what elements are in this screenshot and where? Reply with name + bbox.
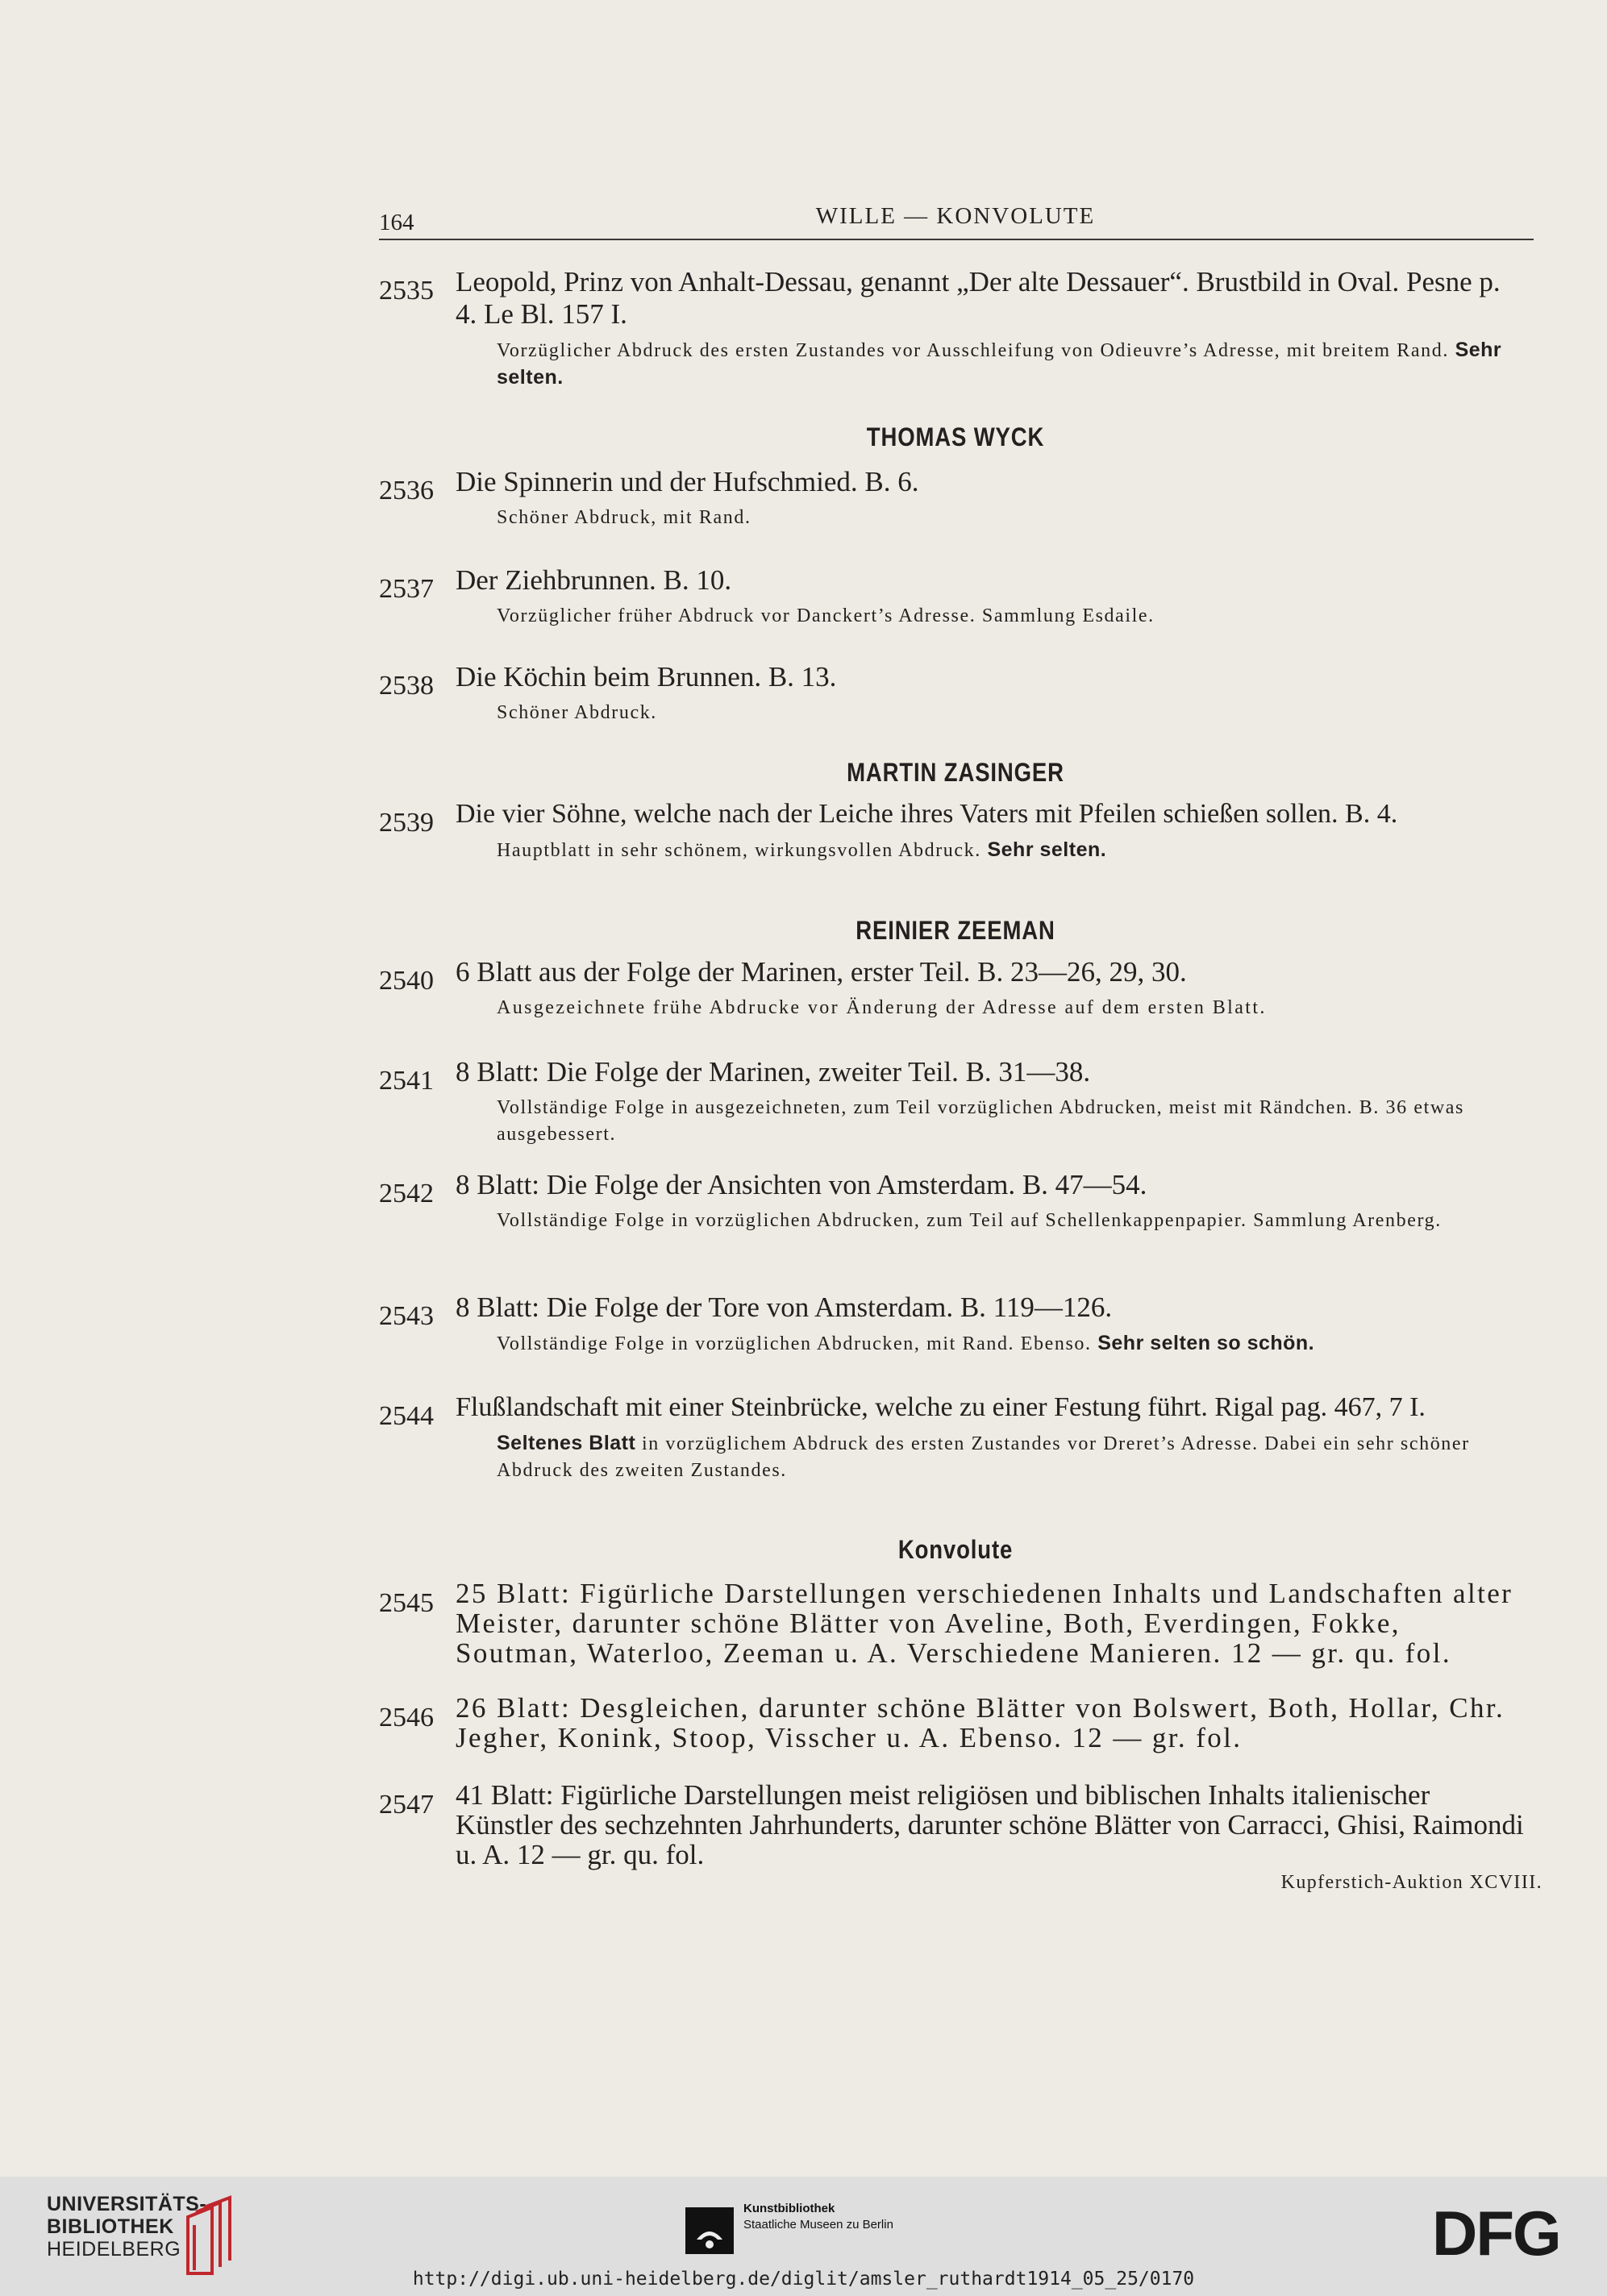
dfg-logo[interactable] bbox=[1432, 2205, 1585, 2261]
entry-number: 2547 bbox=[379, 1790, 434, 1820]
entry-title: 8 Blatt: Die Folge der Marinen, zweiter Teil. B. 31—38. bbox=[456, 1056, 1091, 1088]
section-heading-reinier-zeeman: REINIER ZEEMAN bbox=[856, 916, 1055, 945]
entry-title: 25 Blatt: Figürliche Darstellungen verschiedenen Inhalts und Landschaften alter Meister, darunter schöne Blätter von Aveline, Both, Everdingen, Fokke, Soutman, Waterloo, Zeeman u. A. Verschiedene Manieren. 12 — gr. qu. fol. bbox=[456, 1578, 1513, 1669]
entry-title: 26 Blatt: Desgleichen, darunter schöne Blätter von Bolswert, Both, Hollar, Chr. Jegher, Konink, Stoop, Visscher u. A. Ebenso. 12 — gr. fol. bbox=[456, 1692, 1505, 1753]
catalog-entry-2539 bbox=[379, 798, 1544, 864]
catalog-entry-2538 bbox=[379, 661, 1544, 726]
entry-number: 2543 bbox=[379, 1301, 434, 1331]
entry-number: 2537 bbox=[379, 574, 434, 604]
entry-title: Die vier Söhne, welche nach der Leiche ihres Vaters mit Pfeilen schießen sollen. B. 4. bbox=[456, 799, 1398, 829]
catalog-entry-2546 bbox=[379, 1693, 1544, 1753]
catalog-footer-note: Kupferstich-Auktion XCVIII. bbox=[1280, 1872, 1542, 1893]
entry-note: Vollständige Folge in ausgezeichneten, zum Teil vorzüglichen Abdrucken, meist mit Rändchen. B. 36 etwas ausgebessert. bbox=[497, 1097, 1464, 1145]
kb-line-1: Kunstbibliothek bbox=[743, 2202, 835, 2215]
entry-note: Vorzüglicher früher Abdruck vor Danckert’s Adresse. Sammlung Esdaile. bbox=[497, 605, 1155, 626]
section-heading-martin-zasinger: MARTIN ZASINGER bbox=[847, 758, 1064, 787]
eagle-mark-icon bbox=[685, 2207, 734, 2254]
entry-number: 2538 bbox=[379, 671, 434, 701]
note-bold: Sehr selten. bbox=[497, 339, 1502, 389]
uni-line-1: UNIVERSITÄTS- bbox=[47, 2193, 207, 2215]
catalog-entry-2536 bbox=[379, 466, 1544, 531]
entry-note: Ausgezeichnete frühe Abdrucke vor Änderung der Adresse auf dem ersten Blatt. bbox=[497, 997, 1267, 1018]
entry-note: Schöner Abdruck, mit Rand. bbox=[497, 507, 751, 528]
catalog-entry-2543 bbox=[379, 1292, 1544, 1358]
entry-title: Leopold, Prinz von Anhalt-Dessau, genannt „Der alte Dessauer“. Brustbild in Oval. Pesne p. 4. Le Bl. 157 I. bbox=[456, 266, 1501, 330]
catalog-entry-2537 bbox=[379, 564, 1544, 630]
note-text: Hauptblatt in sehr schönem, wirkungsvollen Abdruck. bbox=[497, 840, 981, 861]
kunstbibliothek-wordmark bbox=[743, 2201, 893, 2233]
catalog-entry-2544 bbox=[379, 1391, 1544, 1484]
entry-title: Der Ziehbrunnen. B. 10. bbox=[456, 564, 732, 596]
page-header bbox=[379, 203, 1532, 239]
entry-title: 6 Blatt aus der Folge der Marinen, erster Teil. B. 23—26, 29, 30. bbox=[456, 956, 1187, 988]
note-bold: Sehr selten. bbox=[987, 838, 1107, 861]
catalog-entry-2545 bbox=[379, 1578, 1544, 1668]
entry-number: 2539 bbox=[379, 808, 434, 838]
entry-title: 8 Blatt: Die Folge der Tore von Amsterdam. B. 119—126. bbox=[456, 1292, 1113, 1323]
running-head: WILLE — KONVOLUTE bbox=[815, 203, 1096, 229]
entry-note: Schöner Abdruck. bbox=[497, 702, 657, 723]
entry-note: Vollständige Folge in vorzüglichen Abdrucken, zum Teil auf Schellenkappenpapier. Sammlung Arenberg. bbox=[497, 1210, 1442, 1231]
entry-number: 2536 bbox=[379, 476, 434, 505]
entry-number: 2541 bbox=[379, 1066, 434, 1096]
entry-note bbox=[497, 1430, 1529, 1484]
note-text: Vollständige Folge in vorzüglichen Abdrucken, mit Rand. Ebenso. bbox=[497, 1333, 1092, 1354]
entry-number: 2542 bbox=[379, 1179, 434, 1208]
note-text: in vorzüglichem Abdruck des ersten Zustandes vor Dreret’s Adresse. Dabei ein sehr schöner Abdruck des zweiten Zustandes. bbox=[497, 1433, 1470, 1481]
catalog-entry-2535 bbox=[379, 266, 1544, 392]
dfg-wordmark: DFG bbox=[1432, 2205, 1560, 2261]
page-number: 164 bbox=[379, 210, 414, 235]
section-heading-thomas-wyck: THOMAS WYCK bbox=[866, 422, 1045, 451]
note-text: Vorzüglicher Abdruck des ersten Zustandes vor Ausschleifung von Odieuvre’s Adresse, mit breitem Rand. bbox=[497, 340, 1449, 361]
kunstbibliothek-logo[interactable] bbox=[685, 2201, 943, 2257]
uni-line-3: HEIDELBERG bbox=[47, 2238, 181, 2261]
entry-number: 2546 bbox=[379, 1703, 434, 1732]
note-bold: Sehr selten so schön. bbox=[1097, 1332, 1315, 1354]
entry-title: Die Spinnerin und der Hufschmied. B. 6. bbox=[456, 466, 919, 497]
catalog-entry-2540 bbox=[379, 956, 1544, 1021]
header-rule bbox=[379, 239, 1534, 240]
entry-note bbox=[497, 837, 1544, 864]
entry-number: 2540 bbox=[379, 966, 434, 996]
entry-number: 2545 bbox=[379, 1588, 434, 1618]
entry-title: 8 Blatt: Die Folge der Ansichten von Amsterdam. B. 47—54. bbox=[456, 1169, 1147, 1200]
section-heading-konvolute: Konvolute bbox=[897, 1535, 1014, 1564]
uni-line-2: BIBLIOTHEK bbox=[47, 2215, 174, 2238]
entry-title: 41 Blatt: Figürliche Darstellungen meist religiösen und biblischen Inhalts italienischer Künstler des sechzehnten Jahrhunderts, darunter schöne Blätter von Carracci, Ghisi, Raimondi u. A. 12 — gr. qu. fol. bbox=[456, 1779, 1524, 1870]
catalog-entry-2541 bbox=[379, 1056, 1544, 1148]
permalink-url[interactable]: http://digi.ub.uni-heidelberg.de/diglit/amsler_ruthardt1914_05_25/0170 bbox=[412, 2269, 1195, 2290]
catalog-entry-2542 bbox=[379, 1169, 1544, 1234]
entry-note bbox=[497, 1330, 1544, 1358]
note-lead-bold: Seltenes Blatt bbox=[497, 1432, 636, 1454]
entry-number: 2544 bbox=[379, 1401, 434, 1431]
entry-note bbox=[497, 337, 1529, 392]
catalog-entry-2547 bbox=[379, 1780, 1544, 1870]
entry-number: 2535 bbox=[379, 276, 434, 306]
entry-title: Die Köchin beim Brunnen. B. 13. bbox=[456, 661, 837, 693]
kb-line-2: Staatliche Museen zu Berlin bbox=[743, 2218, 893, 2232]
entry-title: Flußlandschaft mit einer Steinbrücke, welche zu einer Festung führt. Rigal pag. 467, 7 I. bbox=[456, 1392, 1426, 1422]
